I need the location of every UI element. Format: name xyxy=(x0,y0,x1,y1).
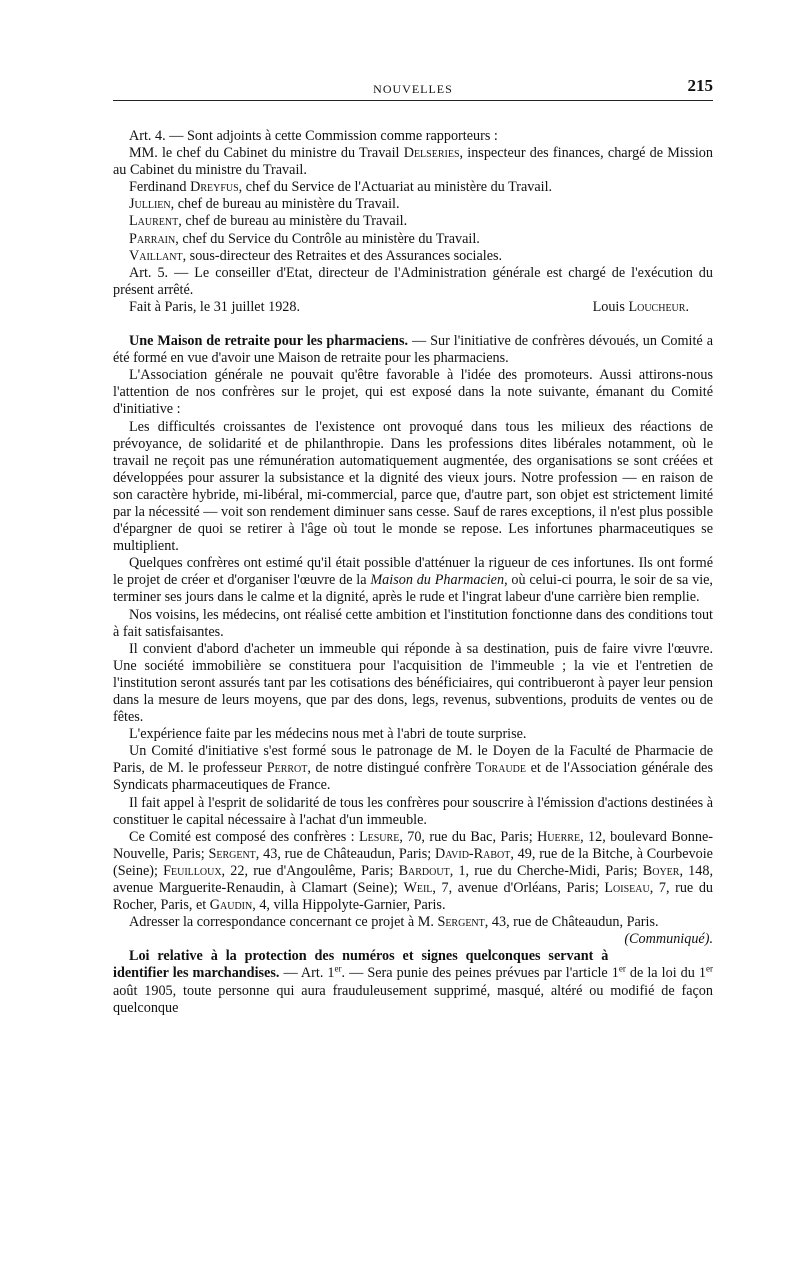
rapporteur-vaillant xyxy=(113,248,713,265)
text: Adresser la correspondance concernant ce projet à M. xyxy=(129,914,438,931)
text: , 43, rue de Châteaudun, Paris. xyxy=(484,914,659,931)
text: , 1, rue du Cherche-Midi, Paris; xyxy=(449,862,643,879)
maison-retraite-intro xyxy=(113,333,713,367)
rapporteur-dreyfus xyxy=(113,179,713,196)
person-name: Vaillant xyxy=(129,247,183,264)
rapporteur-delseries xyxy=(113,145,713,179)
text: , de notre distingué confrère xyxy=(307,760,476,777)
article-4-label: Art. 4. xyxy=(129,128,166,144)
text: , 7, rue du Rocher, Paris, et xyxy=(113,880,714,914)
person-name: Feuilloux xyxy=(163,862,222,879)
rapporteur-parrain xyxy=(113,231,713,248)
text: , 7, avenue d'Orléans, Paris; xyxy=(432,880,605,897)
rapporteur-laurent xyxy=(113,213,713,230)
text: , chef du Service du Contrôle au ministère du Travail. xyxy=(175,230,480,247)
header-rule xyxy=(113,100,713,101)
paragraph xyxy=(113,555,713,606)
correspondence-note xyxy=(113,914,713,948)
text: Ferdinand xyxy=(129,179,191,196)
text: de la loi du 1 xyxy=(625,965,707,982)
paragraph: L'expérience faite par les médecins nous met à l'abri de toute surprise. xyxy=(129,726,527,743)
person-name: Boyer xyxy=(642,862,680,879)
article-4-text: — Sont adjoints à cette Commission comme rapporteurs : xyxy=(169,128,498,144)
loi-protection-numeros xyxy=(113,948,713,1016)
text: . — Sera punie des peines prévues par l'article 1 xyxy=(341,965,619,982)
person-name: Toraude xyxy=(475,760,527,777)
section-heading: Loi relative à la protection des numéros et signes quelconques servant à identifier les marchandises. xyxy=(113,948,609,982)
page-body xyxy=(113,128,713,1017)
article-5-label: Art. 5. xyxy=(129,264,169,281)
person-name: Huerre xyxy=(537,828,581,845)
decree-signature-line xyxy=(113,299,713,316)
text: Un Comité d'initiative s'est formé sous le patronage de M. le Doyen de la Faculté de Pharmacie de Paris, de M. le professeur xyxy=(113,743,713,777)
text: , 49, rue de la Bitche, à Courbevoie (Seine); xyxy=(113,845,713,879)
article-5 xyxy=(113,265,713,299)
text: , 12, boulevard Bonne-Nouvelle, Paris; xyxy=(113,828,713,862)
person-name: Weil xyxy=(403,880,433,897)
rapporteur-jullien xyxy=(113,196,713,213)
done-at: Fait à Paris, le 31 juillet 1928. xyxy=(129,298,301,315)
text: , 148, avenue Marguerite-Renaudin, à Clamart (Seine); xyxy=(113,862,714,897)
person-name: Delseries xyxy=(403,145,460,162)
person-name: Dreyfus xyxy=(190,179,239,196)
article-4 xyxy=(113,128,713,145)
communique-credit: (Communiqué). xyxy=(624,931,713,948)
paragraph: Les difficultés croissantes de l'existence ont provoqué dans tous les milieux des réactions de prévoyance, de solidarité et de philanthropie. Dans les professions dites libérales notamment, où le travail ne reçoit pas une rémunération automatiquement augmentée, des organisations se sont créées et développées pour assurer la subsistance et la dignité des vieux jours. Notre profession — en raison de son caractère hybride, mi-libéral, mi-commercial, parce que, d'autre part, son objet est strictement limité par la nécessité — voit son rendement diminuer sans cesse. Sauf de rares exceptions, il n'est plus possible d'épargner de quoi se retirer à l'âge où tout le monde se repose. Les infortunes pharmaceutiques se multiplient. xyxy=(113,418,713,555)
journal-page xyxy=(113,72,714,1016)
person-name: Sergent xyxy=(437,914,485,931)
text: , 70, rue du Bac, Paris; xyxy=(399,828,538,845)
person-name: David-Rabot xyxy=(434,845,511,862)
person-name: Sergent xyxy=(208,845,256,862)
text: Quelques confrères ont estimé qu'il était possible d'atténuer la rigueur de ces infortunes. Ils ont formé le projet de créer et d'organiser l'œuvre de la xyxy=(113,555,713,589)
person-name: Laurent xyxy=(129,213,179,230)
ordinal-suffix: er xyxy=(706,963,714,974)
paragraph xyxy=(113,743,713,794)
ordinal-suffix: er xyxy=(334,963,342,974)
text: et de l'Association générale des Syndicats pharmaceutiques de France. xyxy=(113,760,713,794)
signatory-last-name: Loucheur. xyxy=(628,298,689,315)
article-label: — Art. 1 xyxy=(283,965,335,982)
person-name: Gaudin xyxy=(209,897,253,914)
paragraph: Il convient d'abord d'acheter un immeuble qui réponde à sa destination, puis de faire vivre l'œuvre. Une société immobilière se constituera pour l'acquisition de l'immeuble ; la vie et l'entretien de l'institution seront assurés tant par les cotisations des bénéficiaires, qui contribueront à payer leur pension dans la mesure de leurs moyens, que par des dons, legs, revenus, subventions, produits de ventes ou de fêtes. xyxy=(113,640,713,726)
text: , inspecteur des finances, chargé de Mission au Cabinet du ministre du Travail. xyxy=(113,145,713,179)
signatory-first-name: Louis xyxy=(592,298,629,315)
text: , 22, rue d'Angoulême, Paris; xyxy=(221,862,399,879)
committee-members xyxy=(113,829,713,914)
article-5-text: — Le conseiller d'Etat, directeur de l'Administration générale est chargé de l'exécution du présent arrêté. xyxy=(113,264,713,298)
person-name: Parrain xyxy=(129,230,176,247)
person-name: Bardout xyxy=(398,862,450,879)
person-name: Lesure xyxy=(358,828,400,845)
text: , chef du Service de l'Actuariat au ministère du Travail. xyxy=(238,179,553,196)
text: , 43, rue de Châteaudun, Paris; xyxy=(255,845,435,862)
text: , chef de bureau au ministère du Travail. xyxy=(178,213,408,230)
text: Ce Comité est composé des confrères : xyxy=(129,828,359,845)
person-name: Jullien xyxy=(129,196,171,213)
running-header xyxy=(113,72,713,96)
paragraph: Nos voisins, les médecins, ont réalisé cette ambition et l'institution fonctionne dans des conditions tout à fait satisfaisantes. xyxy=(113,606,713,640)
text: août 1905, toute personne qui aura frauduleusement supprimé, masqué, altéré ou modifié de façon quelconque xyxy=(113,982,713,1016)
maison-du-pharmacien-title: Maison du Pharmacien xyxy=(370,572,505,589)
paragraph: Il fait appel à l'esprit de solidarité de tous les confrères pour souscrire à l'émission d'actions destinées à constituer le capital nécessaire à l'achat d'un immeuble. xyxy=(113,794,713,828)
text: , 4, villa Hippolyte-Garnier, Paris. xyxy=(252,897,446,914)
person-name: Loiseau xyxy=(604,880,650,897)
signatory xyxy=(577,299,689,316)
paragraph-text: — Sur l'initiative de confrères dévoués, un Comité a été formé en vue d'avoir une Maison de retraite pour les pharmaciens. xyxy=(113,333,713,367)
section-spacer xyxy=(113,316,713,333)
page-number: 215 xyxy=(687,76,713,95)
text: , chef de bureau au ministère du Travail. xyxy=(170,196,400,213)
text: , sous-directeur des Retraites et des Assurances sociales. xyxy=(182,247,503,264)
person-name: Perrot xyxy=(266,760,308,777)
ordinal-suffix: er xyxy=(618,963,626,974)
text: , où celui-ci pourra, le soir de sa vie, terminer ses jours dans le calme et la dignité, après le rude et l'ingrat labeur d'une carrière bien remplie. xyxy=(113,572,713,606)
section-heading: Une Maison de retraite pour les pharmaciens. xyxy=(129,333,409,350)
running-title: NOUVELLES xyxy=(373,82,453,96)
text: MM. le chef du Cabinet du ministre du Travail xyxy=(129,145,404,162)
paragraph: L'Association générale ne pouvait qu'être favorable à l'idée des promoteurs. Aussi attirons-nous l'attention de nos confrères sur le projet, qui est exposé dans la note suivante, émanant du Comité d'initiative : xyxy=(113,367,713,418)
